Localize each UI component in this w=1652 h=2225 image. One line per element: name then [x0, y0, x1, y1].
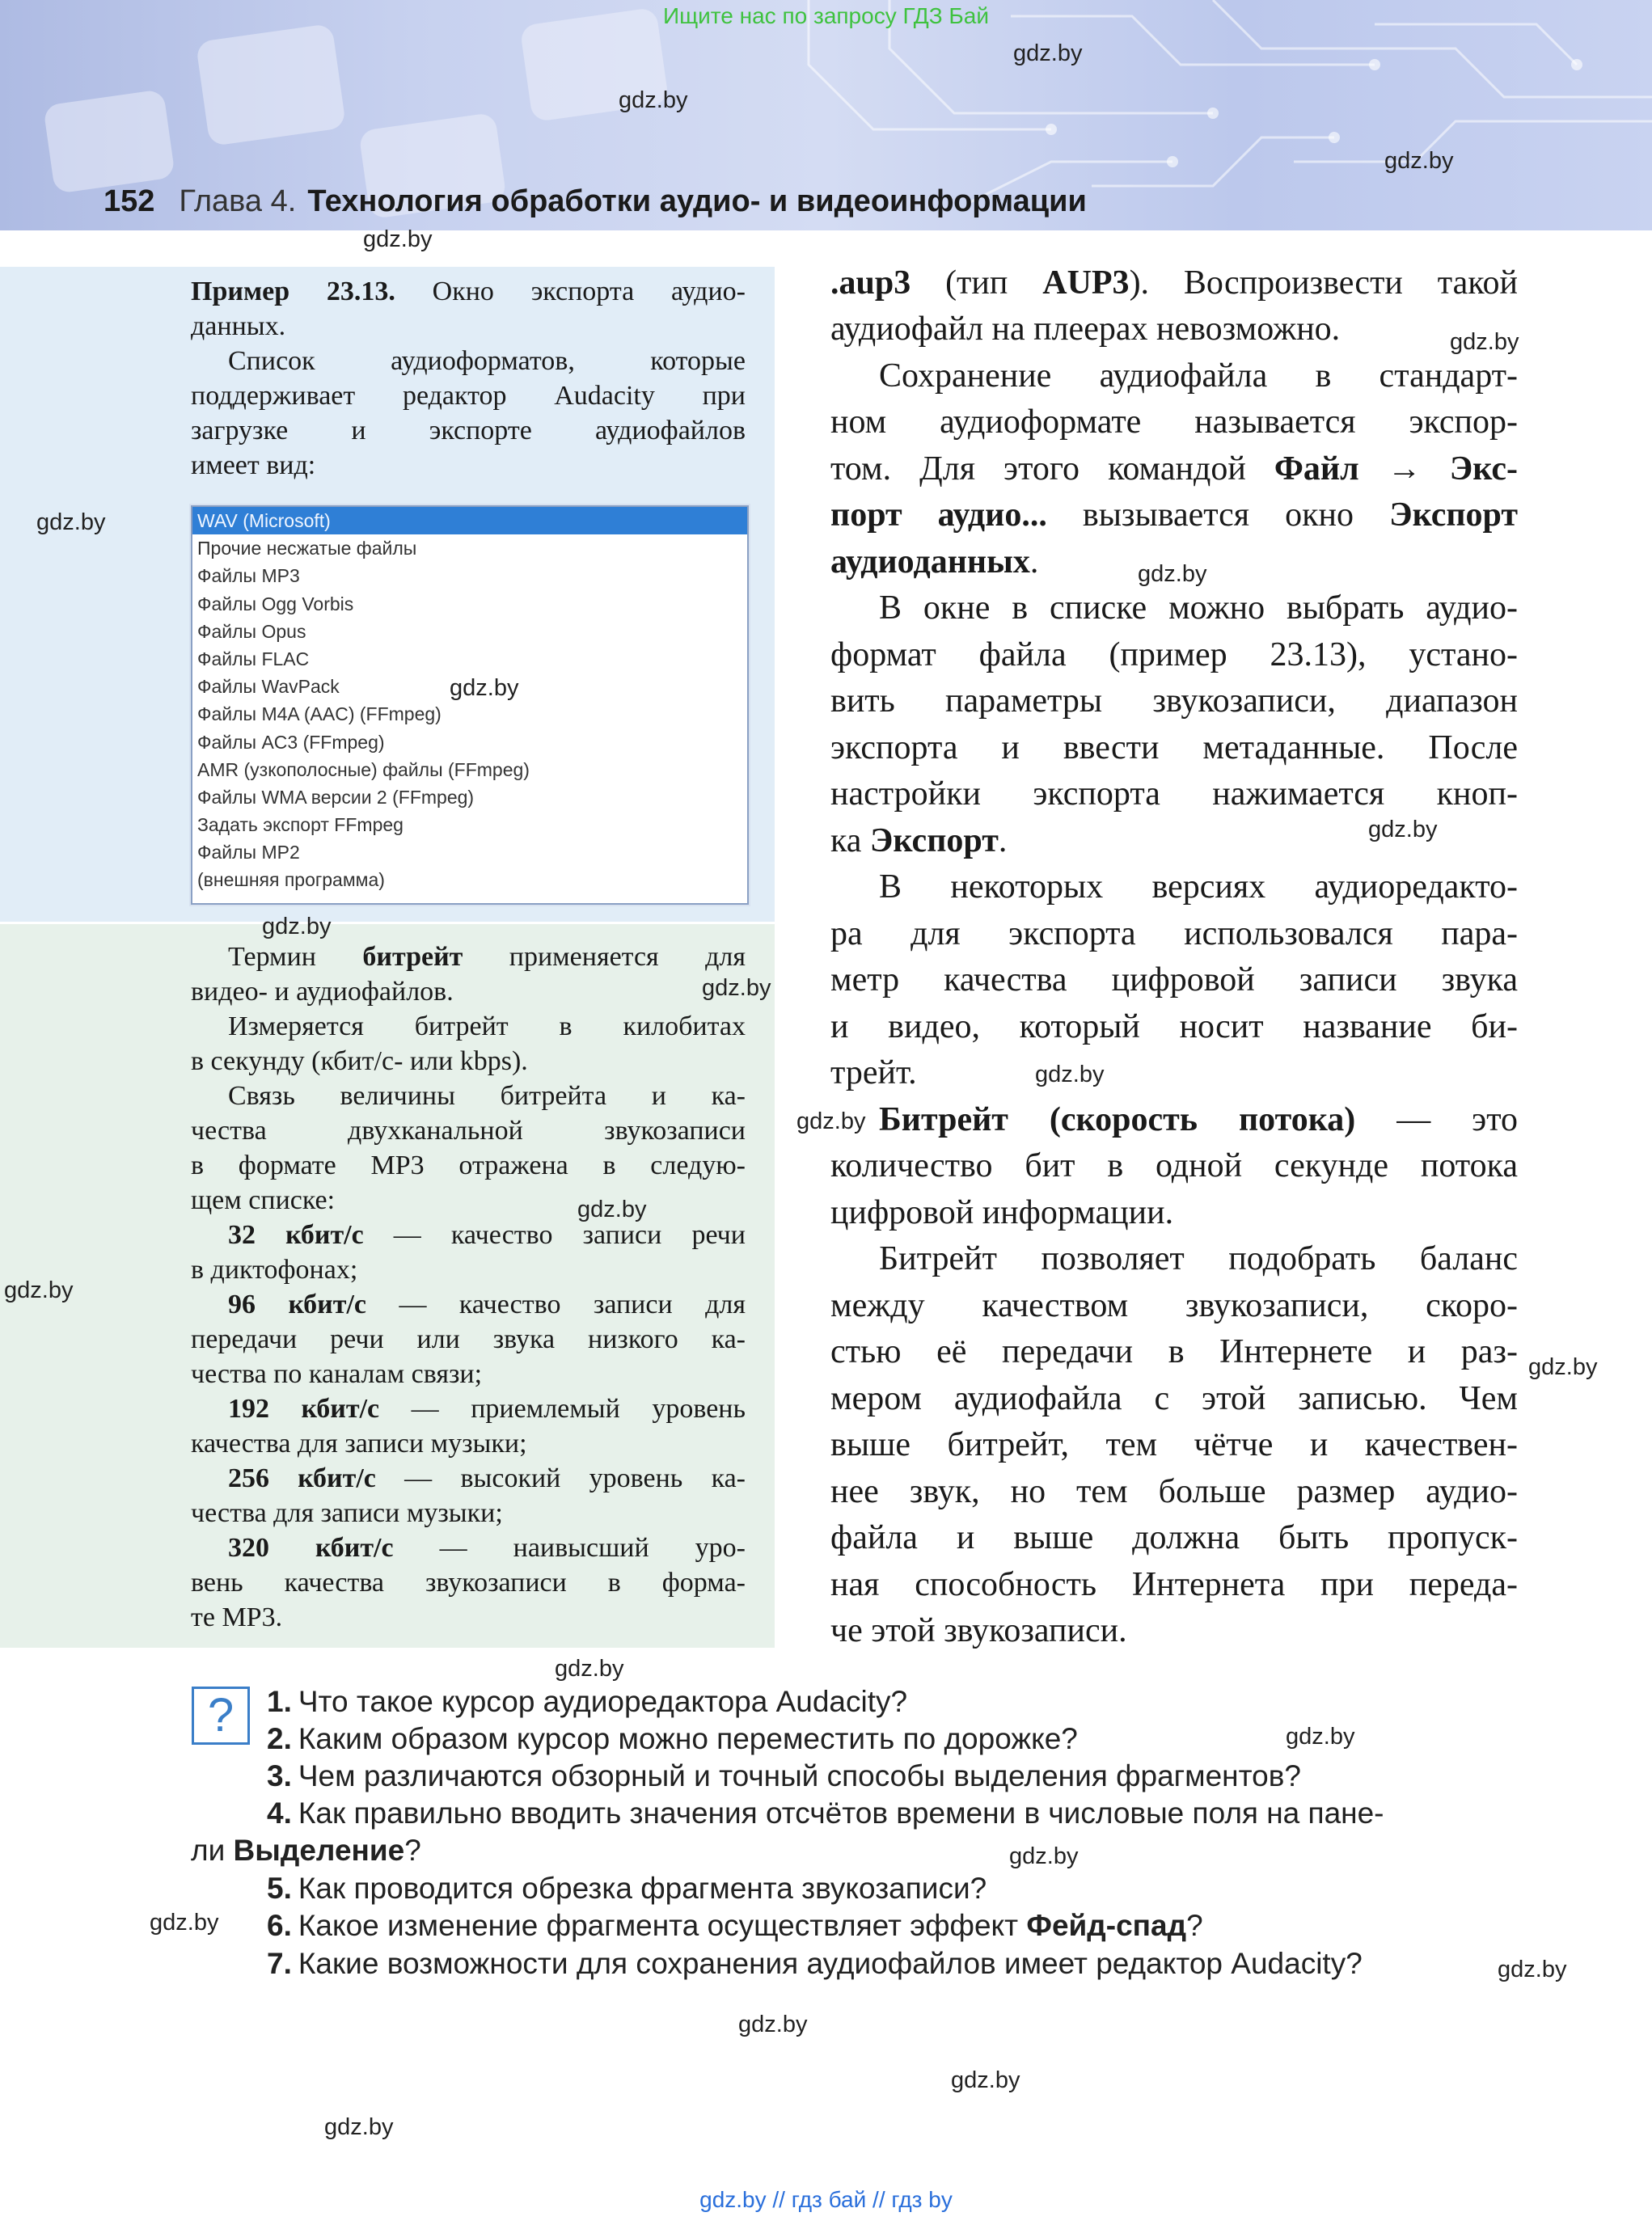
body-line: аудиоданных. [830, 543, 1039, 581]
body-line: формат файла (пример 23.13), устано- [830, 636, 1518, 673]
format-option[interactable]: Файлы MP2 [197, 842, 300, 863]
example-heading: Пример 23.13. [191, 277, 395, 306]
bitrate-item: 32 кбит/с — качество записи речи [228, 1220, 746, 1250]
search-banner[interactable]: Ищите нас по запросу ГДЗ Бай [662, 3, 990, 28]
question-item: 6. Какое изменение фрагмента осуществляет эффект Фейд-спад? [267, 1909, 1203, 1942]
question-item: 1. Что такое курсор аудиоредактора Audacity? [267, 1685, 908, 1718]
body-line: между качеством звукозаписи, скоро- [830, 1287, 1518, 1324]
body-line: че этой звукозаписи. [830, 1612, 1127, 1649]
chapter-heading [104, 184, 1087, 219]
body-line: метр качества цифровой записи звука [830, 961, 1518, 999]
example-line: поддерживает редактор Audacity при [191, 381, 746, 411]
bitrate-item: 320 кбит/с — наивысший уро- [228, 1533, 746, 1563]
sidebar-line: Связь величины битрейта и ка- [228, 1081, 746, 1111]
example-line: данных. [191, 311, 286, 341]
format-option[interactable]: Файлы WMA версии 2 (FFmpeg) [197, 786, 475, 808]
body-line: ном аудиоформате называется экспор- [830, 403, 1518, 441]
sidebar-line: вень качества звукозаписи в форма- [191, 1568, 746, 1598]
bitrate-item: 96 кбит/с — качество записи для [228, 1290, 746, 1319]
body-line: В некоторых версиях аудиоредакто- [879, 868, 1518, 906]
format-option[interactable]: Прочие несжатые файлы [197, 538, 417, 559]
body-line: вить параметры звукозаписи, диапазон [830, 682, 1518, 720]
page-header [0, 0, 1652, 230]
body-line: .aup3 (тип AUP3). Воспроизвести такой [830, 264, 1519, 302]
format-option[interactable]: AMR (узкополосные) файлы (FFmpeg) [197, 758, 530, 780]
sidebar-line: видео- и аудиофайлов. [191, 977, 454, 1007]
example-line: загрузке и экспорте аудиофайлов [191, 416, 746, 445]
definition-line: Битрейт (скорость потока) — это [879, 1101, 1518, 1138]
format-option-selected[interactable]: WAV (Microsoft) [192, 507, 747, 534]
watermark: gdz.by [796, 1108, 866, 1134]
format-option[interactable]: Файлы FLAC [197, 648, 310, 669]
body-line: ная способность Интернета при переда- [830, 1566, 1518, 1603]
question-item: 5. Как проводится обрезка фрагмента звукозаписи? [267, 1872, 987, 1905]
format-option[interactable]: Файлы Opus [197, 620, 306, 642]
footer-links[interactable]: gdz.by // гдз бай // гдз by [699, 2187, 953, 2212]
sidebar-line: в формате MP3 отражена в следую- [191, 1150, 746, 1180]
watermark: gdz.by [738, 2012, 808, 2037]
question-item: 2. Каким образом курсор можно переместить по дорожке? [267, 1722, 1078, 1755]
sidebar-line: те MP3. [191, 1602, 283, 1632]
watermark: gdz.by [1138, 561, 1207, 587]
definition-term: Битрейт (скорость потока) [879, 1101, 1356, 1138]
body-line: нее звук, но тем больше размер аудио- [830, 1473, 1518, 1510]
sidebar-line: чества по каналам связи; [191, 1359, 483, 1389]
watermark: gdz.by [450, 675, 519, 701]
chapter-label: Глава 4. [179, 184, 297, 218]
body-line: Сохранение аудиофайла в стандарт- [879, 357, 1518, 395]
question-mark-icon: ? [192, 1687, 250, 1745]
body-line: аудиофайл на плеерах невозможно. [830, 310, 1341, 348]
menu-path-file-export: Файл → Экс- [1274, 450, 1518, 488]
chapter-title: Технология обработки аудио- и видеоинформации [307, 184, 1087, 218]
audio-format-listbox[interactable] [191, 505, 749, 905]
watermark: gdz.by [702, 975, 771, 1001]
watermark: gdz.by [324, 2114, 394, 2140]
body-line: том. Для этого командой Файл → Экс- [830, 450, 1518, 488]
format-option[interactable]: Задать экспорт FFmpeg [197, 814, 403, 836]
body-line: Битрейт позволяет подобрать баланс [879, 1240, 1518, 1277]
body-line: мером аудиофайла с этой записью. Чем [830, 1380, 1518, 1417]
watermark: gdz.by [951, 2067, 1020, 2093]
sidebar-line: чества для записи музыки; [191, 1498, 503, 1528]
body-line: ка Экспорт. [830, 822, 1008, 859]
term-bitrate: битрейт [362, 942, 463, 972]
watermark: gdz.by [1384, 148, 1454, 174]
watermark: gdz.by [1286, 1724, 1355, 1750]
sidebar-line: чества двухканальной звукозаписи [191, 1116, 746, 1146]
body-line: трейт. [830, 1054, 917, 1091]
watermark: gdz.by [262, 914, 332, 939]
format-option[interactable]: (внешняя программа) [197, 869, 385, 891]
watermark: gdz.by [1013, 40, 1083, 66]
example-line: Список аудиоформатов, которые [228, 346, 746, 376]
format-option[interactable]: Файлы Ogg Vorbis [197, 593, 354, 614]
question-item: 4. Как правильно вводить значения отсчётов времени в числовые поля на пане- [267, 1796, 1384, 1830]
sidebar-line: качества для записи музыки; [191, 1429, 527, 1459]
watermark: gdz.by [1450, 329, 1519, 355]
sidebar-line: Измеряется битрейт в килобитах [228, 1011, 746, 1041]
body-line: и видео, который носит название би- [830, 1008, 1518, 1045]
body-line: количество бит в одной секунде потока [830, 1147, 1518, 1184]
question-item-continued: ли Выделение? [191, 1834, 421, 1867]
bitrate-item: 256 кбит/с — высокий уровень ка- [228, 1463, 746, 1493]
body-line: стью её передачи в Интернете и раз- [830, 1333, 1518, 1370]
body-line: файла и выше должна быть пропуск- [830, 1519, 1518, 1556]
body-line: ра для экспорта использовался пара- [830, 915, 1518, 952]
example-line: имеет вид: [191, 450, 316, 480]
body-line: выше битрейт, тем чётче и качествен- [830, 1426, 1518, 1463]
question-item: 3. Чем различаются обзорный и точный способы выделения фрагментов? [267, 1759, 1301, 1792]
watermark: gdz.by [1009, 1843, 1079, 1869]
sidebar-line: Термин битрейт применяется для [228, 942, 746, 972]
watermark: gdz.by [36, 509, 106, 535]
body-line: порт аудио... вызывается окно Экспорт [830, 496, 1518, 534]
sidebar-line: передачи речи или звука низкого ка- [191, 1324, 746, 1354]
body-line: экспорта и ввести метаданные. После [830, 729, 1518, 766]
watermark: gdz.by [577, 1197, 647, 1222]
bitrate-item: 192 кбит/с — приемлемый уровень [228, 1394, 746, 1424]
question-item: 7. Какие возможности для сохранения аудиофайлов имеет редактор Audacity? [267, 1947, 1363, 1980]
watermark: gdz.by [363, 226, 433, 252]
sidebar-line: в диктофонах; [191, 1255, 358, 1285]
page-number: 152 [104, 184, 155, 218]
watermark: gdz.by [4, 1277, 74, 1303]
watermark: gdz.by [1035, 1062, 1105, 1087]
format-option[interactable]: Файлы M4A (AAC) (FFmpeg) [197, 703, 442, 725]
body-line: настройки экспорта нажимается кноп- [830, 775, 1518, 813]
watermark: gdz.by [1498, 1957, 1567, 1982]
watermark: gdz.by [150, 1910, 219, 1936]
watermark: gdz.by [1528, 1354, 1598, 1380]
watermark: gdz.by [555, 1656, 624, 1682]
sidebar-line: щем списке: [191, 1185, 336, 1215]
format-option[interactable]: Файлы AC3 (FFmpeg) [197, 731, 385, 753]
format-option[interactable]: Файлы WavPack [197, 676, 340, 698]
example-heading-line: Пример 23.13. Окно экспорта аудио- [191, 277, 746, 306]
watermark: gdz.by [619, 87, 688, 113]
sidebar-line: в секунду (кбит/с- или kbps). [191, 1046, 528, 1076]
format-option[interactable]: Файлы MP3 [197, 565, 300, 587]
body-line: В окне в списке можно выбрать аудио- [879, 589, 1518, 627]
body-line: цифровой информации. [830, 1194, 1174, 1231]
watermark: gdz.by [1368, 817, 1438, 842]
